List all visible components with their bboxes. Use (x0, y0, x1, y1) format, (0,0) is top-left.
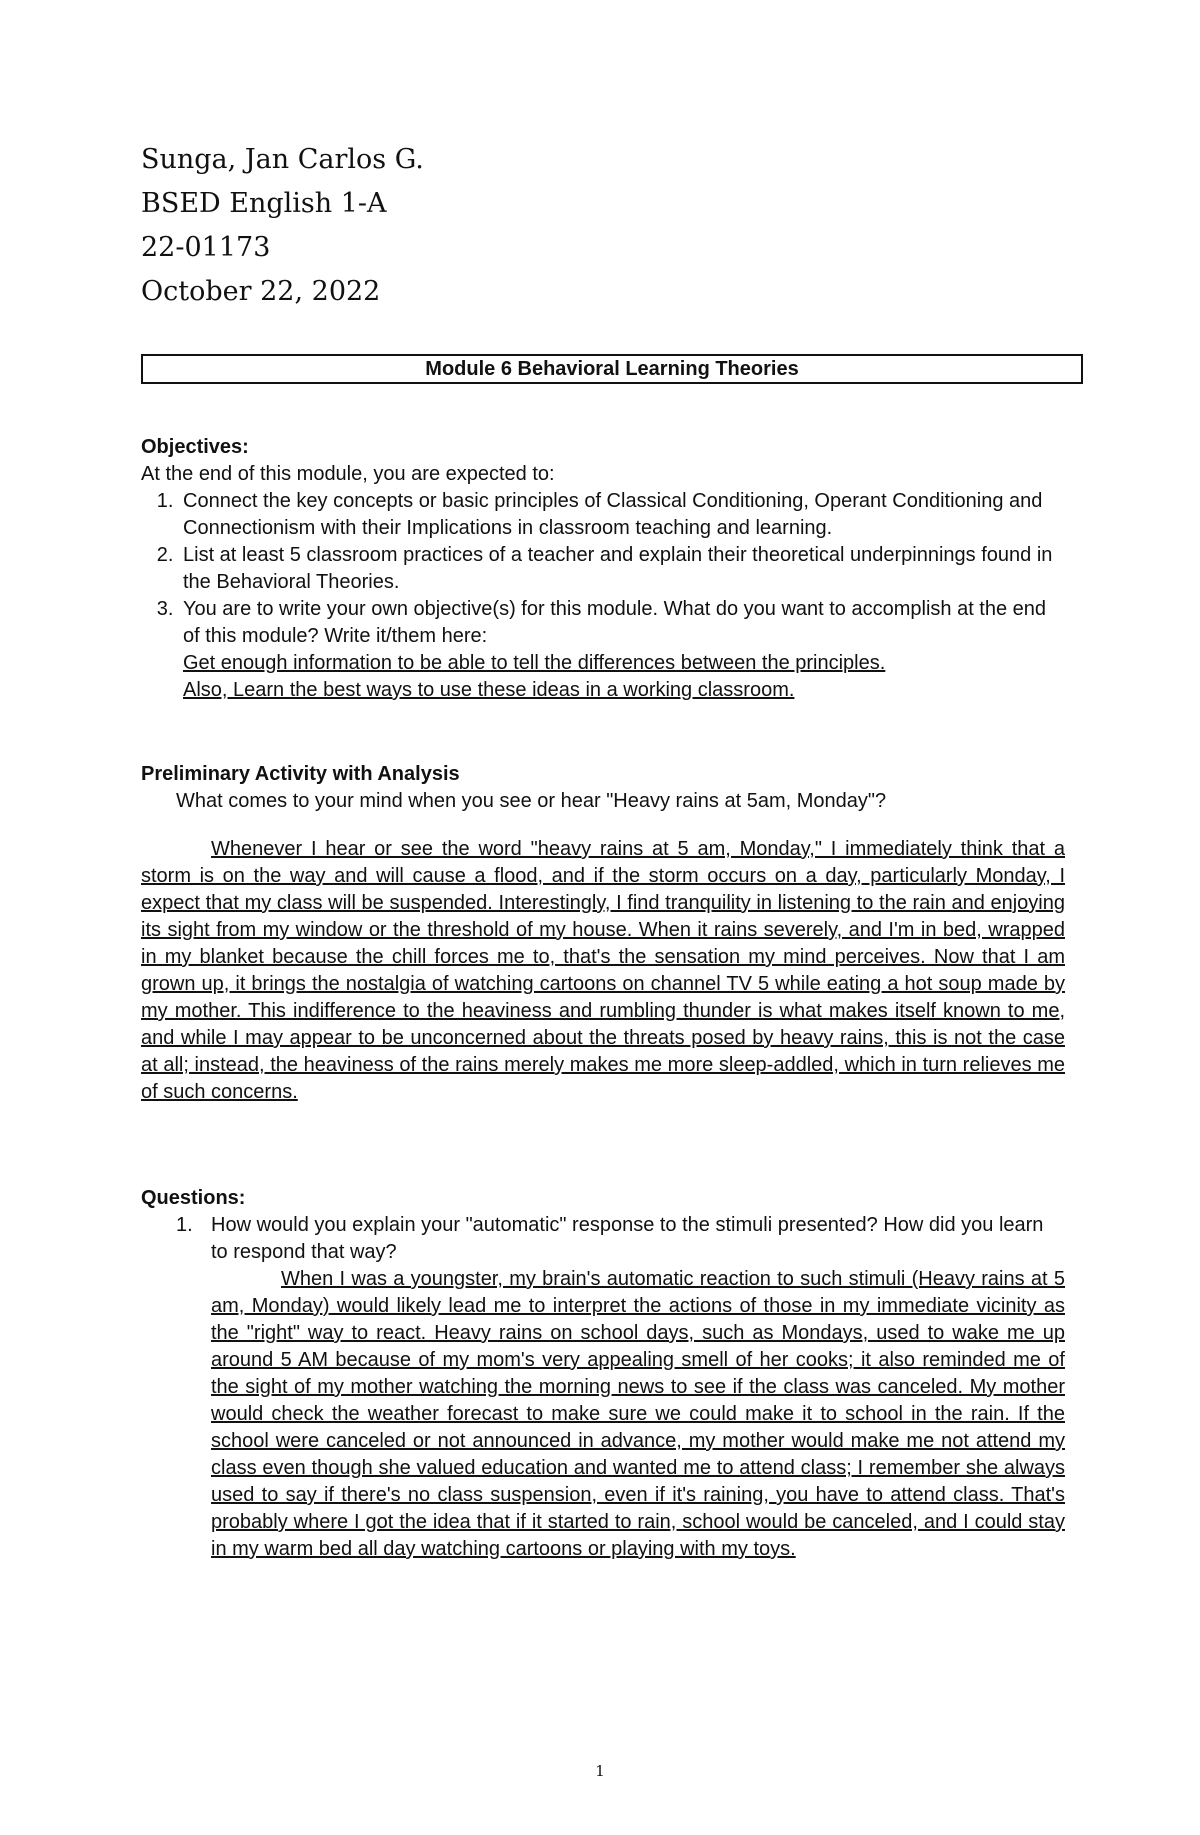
student-header (141, 138, 424, 314)
questions-heading: Questions: (141, 1187, 246, 1209)
objectives-section (141, 434, 1065, 704)
student-name: Sunga, Jan Carlos G. (141, 144, 424, 175)
question-number: 1. (176, 1214, 193, 1236)
student-course: BSED English 1-A (141, 188, 387, 219)
objectives-intro: At the end of this module, you are expected to: (141, 463, 555, 485)
preliminary-section (141, 761, 1065, 1106)
preliminary-question: What comes to your mind when you see or hear "Heavy rains at 5am, Monday"? (176, 790, 887, 812)
own-objective: Get enough information to be able to tell the differences between the principles. (183, 652, 886, 674)
own-objective: Also, Learn the best ways to use these ideas in a working classroom. (183, 679, 795, 701)
objectives-list (141, 488, 1065, 704)
objective-item (179, 488, 1065, 542)
question-text: How would you explain your "automatic" response to the stimuli presented? How did you learn to respond that way? (211, 1214, 1044, 1263)
module-title: Module 6 Behavioral Learning Theories (141, 354, 1083, 384)
objective-item (179, 542, 1065, 596)
page-number: 1 (595, 1762, 605, 1780)
question-item (141, 1212, 1065, 1563)
preliminary-answer: Whenever I hear or see the word "heavy rains at 5 am, Monday," I immediately think that a storm is on the way and will cause a flood, and if the storm occurs on a day, particularly Monday, I expect that my class will be suspended. Interestingly, I find tranquility in listening to the rain and enjoying its sight from my window or the threshold of my house. When it rains severely, and I'm in bed, wrapped in my blanket because the chill forces me to, that's the sensation my mind perceives. Now that I am grown up, it brings the nostalgia of watching cartoons on channel TV 5 while eating a hot soup made by my mother. This indifference to the heaviness and rumbling thunder is what makes itself known to me, and while I may appear to be unconcerned about the threats posed by heavy rains, this is not the case at all; instead, the heaviness of the rains merely makes me more sleep-addled, which in turn relieves me of such concerns. (141, 838, 1065, 1103)
student-id: 22-01173 (141, 232, 271, 263)
objective-text: Connect the key concepts or basic principles of Classical Conditioning, Operant Conditioning and Connectionism with their Implications in classroom teaching and learning. (183, 490, 1043, 539)
objective-text: You are to write your own objective(s) for this module. What do you want to accomplish at the end of this module? Write it/them here: (183, 598, 1047, 647)
objective-item (179, 596, 1065, 704)
objective-text: List at least 5 classroom practices of a teacher and explain their theoretical underpinnings found in the Behavioral Theories. (183, 544, 1053, 593)
preliminary-heading: Preliminary Activity with Analysis (141, 763, 460, 785)
questions-section (141, 1185, 1065, 1563)
question-answer: When I was a youngster, my brain's automatic reaction to such stimuli (Heavy rains at 5 am, Monday) would likely lead me to interpret the actions of those in my immediate vicinity as the "right" way to react. Heavy rains on school days, such as Mondays, used to wake me up around 5 AM because of my mom's very appealing smell of her cooks; it also reminded me of the sight of my mother watching the morning news to see if the class was canceled. My mother would check the weather forecast to make sure we could make it to school in the rain. If the school were canceled or not announced in advance, my mother would make me not attend my class even though she valued education and wanted me to attend class; I remember she always used to say if there's no class suspension, even if it's raining, you have to attend class. That's probably where I got the idea that if it started to rain, school would be canceled, and I could stay in my warm bed all day watching cartoons or playing with my toys. (211, 1268, 1065, 1560)
submission-date: October 22, 2022 (141, 276, 381, 307)
objectives-heading: Objectives: (141, 436, 249, 458)
